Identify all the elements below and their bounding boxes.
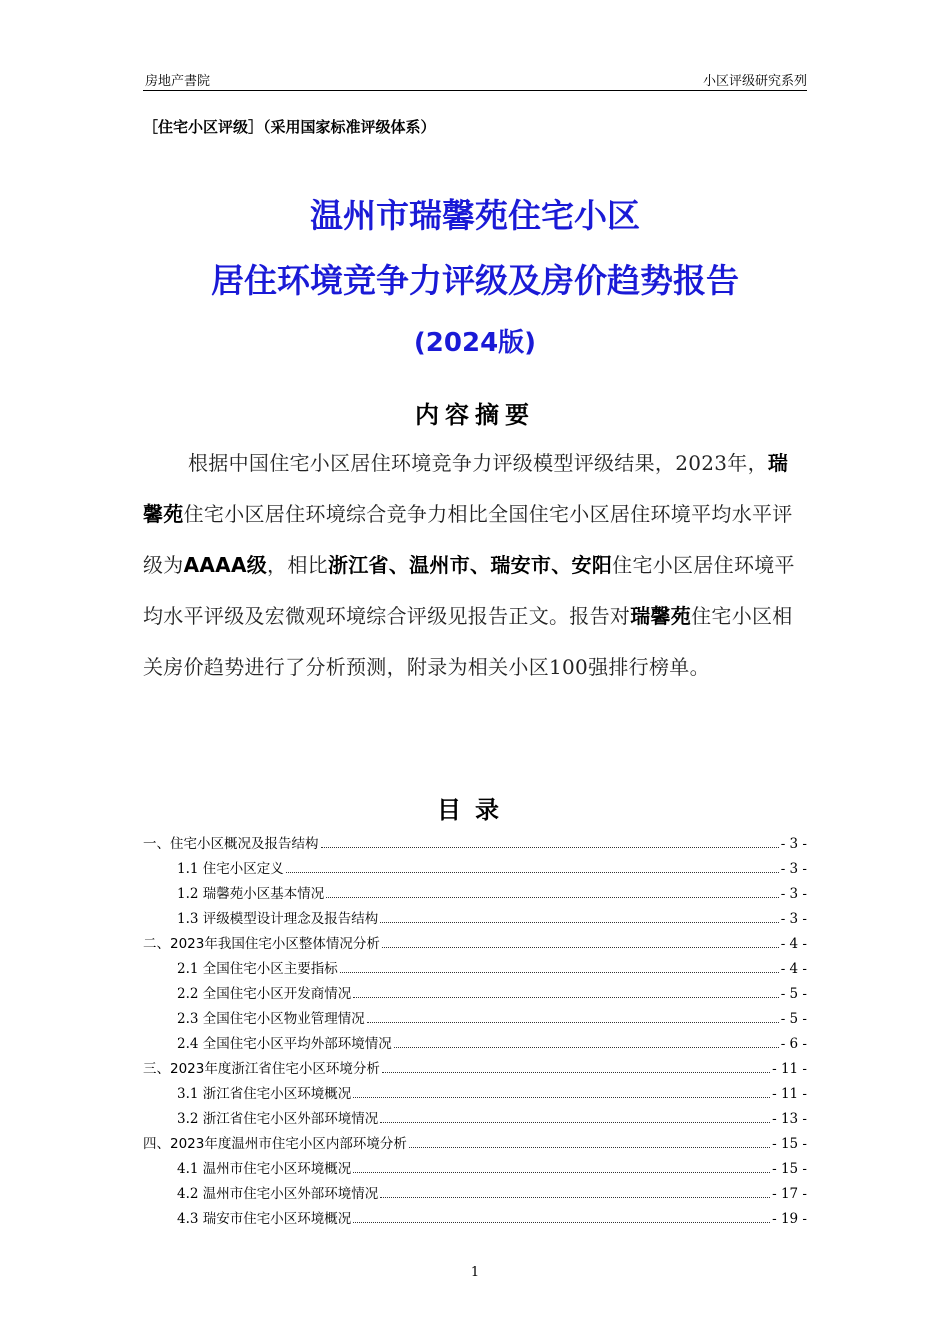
toc-entry-label: 1.2 瑞馨苑小区基本情况 [177,886,325,902]
report-category: ［住宅小区评级］（采用国家标准评级体系） [143,118,436,136]
page-header [143,64,807,91]
abstract-text-4: 住宅小区居住环境平均水平评级及宏微观环境综合评级见报告正文。报告对 [143,553,795,628]
abstract-bold-2: AAAA级 [183,553,268,577]
toc-entry[interactable] [143,932,807,957]
toc-entry[interactable] [143,1132,807,1157]
report-title-line1: 温州市瑞馨苑住宅小区 [310,196,640,235]
toc-entry[interactable] [143,1157,807,1182]
toc-entry[interactable] [143,1032,807,1057]
abstract-heading: 内容摘要 [415,401,535,429]
abstract-bold-4: 瑞馨苑 [630,604,692,628]
toc-entry[interactable] [143,1082,807,1107]
toc-entry-label: 2.3 全国住宅小区物业管理情况 [177,1011,365,1027]
toc-entry-page: - 3 - [780,911,807,927]
toc-entry-label: 4.1 温州市住宅小区环境概况 [177,1161,352,1177]
toc-entry-page: - 4 - [780,936,807,952]
toc-entry-label: 2.1 全国住宅小区主要指标 [177,961,338,977]
toc-entry-page: - 6 - [780,1036,807,1052]
toc-entry-page: - 3 - [780,836,807,852]
toc-entry-label: 3.1 浙江省住宅小区环境概况 [177,1086,352,1102]
toc-entry-page: - 5 - [780,986,807,1002]
page-number: 1 [470,1265,480,1280]
toc-entry-label: 四、2023年度温州市住宅小区内部环境分析 [143,1136,407,1152]
toc-entry-page: - 3 - [780,861,807,877]
toc-entry[interactable] [143,907,807,932]
abstract-text-1: 根据中国住宅小区居住环境竞争力评级模型评级结果，2023年， [188,451,768,475]
table-of-contents [143,832,807,1232]
toc-entry-label: 4.2 温州市住宅小区外部环境情况 [177,1186,379,1202]
toc-entry-page: - 11 - [772,1086,807,1102]
toc-entry[interactable] [143,1057,807,1082]
header-publisher: 房地产書院 [145,74,211,89]
abstract-bold-1: 瑞馨苑 [143,451,789,526]
toc-entry[interactable] [143,832,807,857]
toc-entry-label: 2.2 全国住宅小区开发商情况 [177,986,352,1002]
toc-entry-label: 4.3 瑞安市住宅小区环境概况 [177,1211,352,1227]
toc-entry-page: - 19 - [772,1211,807,1227]
toc-entry[interactable] [143,957,807,982]
abstract-text-5: 住宅小区相关房价趋势进行了分析预测，附录为相关小区100强排行榜单。 [143,604,793,679]
toc-entry-page: - 17 - [772,1186,807,1202]
toc-entry-label: 2.4 全国住宅小区平均外部环境情况 [177,1036,392,1052]
abstract-paragraph [143,438,807,693]
toc-entry-page: - 11 - [772,1061,807,1077]
toc-entry[interactable] [143,882,807,907]
toc-entry-page: - 3 - [780,886,807,902]
toc-entry[interactable] [143,982,807,1007]
abstract-text-2: 住宅小区居住环境综合竞争力相比全国住宅小区居住环境平均水平评级为 [143,502,793,577]
toc-entry-page: - 13 - [772,1111,807,1127]
abstract-text-3: ，相比 [267,553,328,577]
toc-entry[interactable] [143,1107,807,1132]
toc-entry[interactable] [143,1207,807,1232]
toc-entry-label: 3.2 浙江省住宅小区外部环境情况 [177,1111,379,1127]
toc-entry-label: 一、住宅小区概况及报告结构 [143,836,319,852]
toc-entry-page: - 15 - [772,1161,807,1177]
toc-entry-page: - 4 - [780,961,807,977]
header-series: 小区评级研究系列 [702,74,807,89]
report-edition: (2024版) [413,328,537,358]
toc-entry[interactable] [143,1007,807,1032]
toc-entry-page: - 15 - [772,1136,807,1152]
toc-entry-label: 1.3 评级模型设计理念及报告结构 [177,911,379,927]
abstract-bold-3: 浙江省、温州市、瑞安市、安阳 [327,553,613,577]
toc-entry-label: 二、2023年我国住宅小区整体情况分析 [143,936,380,952]
toc-heading: 目录 [437,796,513,824]
toc-entry-page: - 5 - [780,1011,807,1027]
toc-entry-label: 三、2023年度浙江省住宅小区环境分析 [143,1061,380,1077]
toc-entry-label: 1.1 住宅小区定义 [177,861,284,877]
toc-entry[interactable] [143,857,807,882]
report-title-line2: 居住环境竞争力评级及房价趋势报告 [211,261,739,300]
toc-entry[interactable] [143,1182,807,1207]
